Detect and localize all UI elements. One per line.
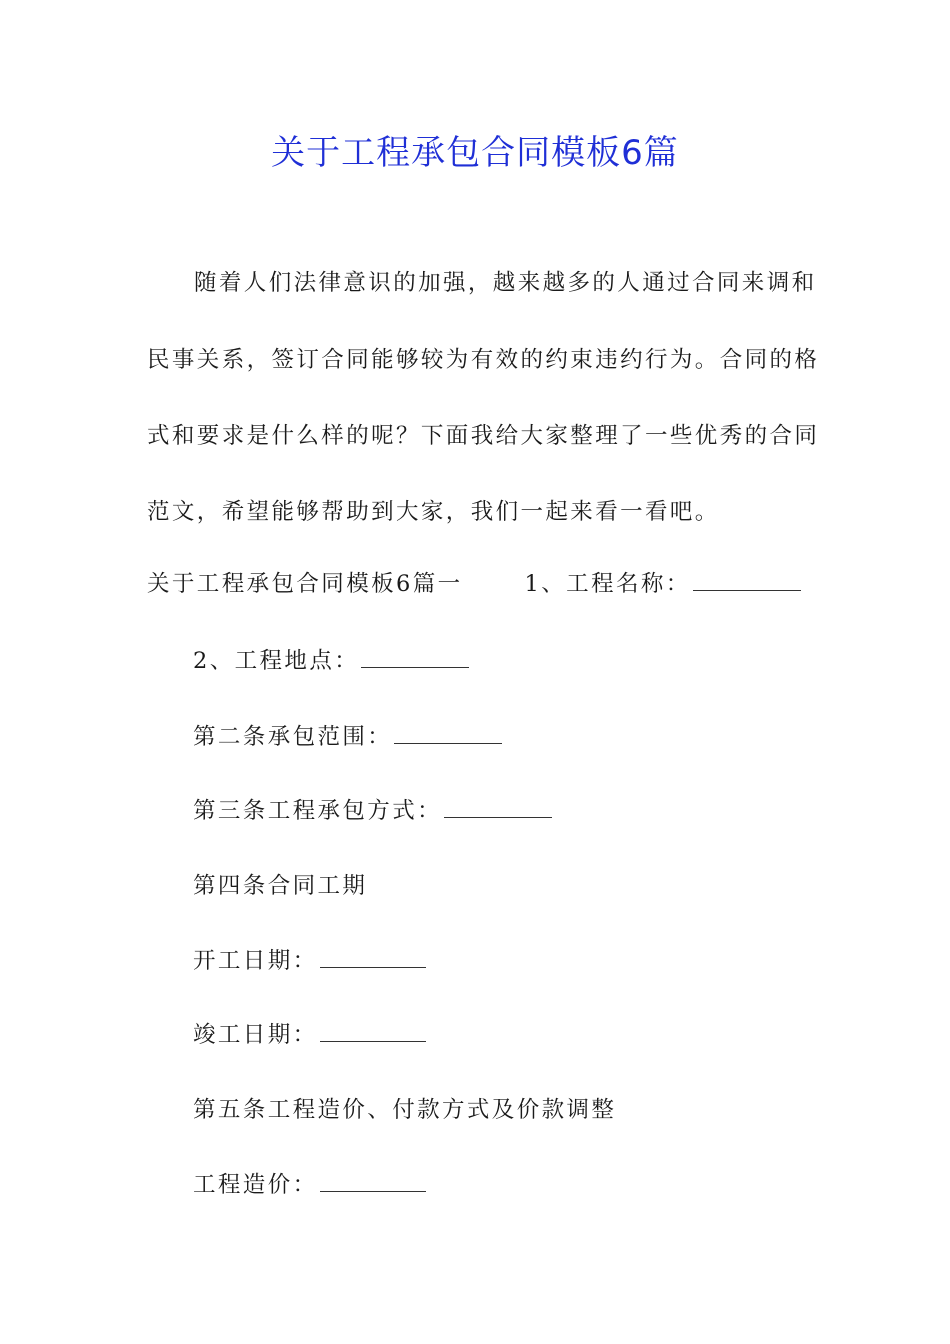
contract-mode-blank <box>444 795 552 818</box>
project-name-blank <box>693 568 801 591</box>
contract-period-heading: 第四条合同工期 <box>193 873 368 899</box>
document-title: 关于工程承包合同模板6篇 <box>271 133 679 173</box>
scope-line <box>193 721 502 752</box>
intro-line-3: 式和要求是什么样的呢？下面我给大家整理了一些优秀的合同 <box>147 423 820 449</box>
start-date-blank <box>320 945 426 968</box>
project-location-blank <box>361 645 469 668</box>
start-date-line <box>193 945 426 976</box>
contract-mode-line <box>193 795 552 826</box>
project-cost-label: 工程造价： <box>193 1172 318 1198</box>
start-date-label: 开工日期： <box>193 948 318 974</box>
project-cost-line <box>193 1169 426 1200</box>
intro-line-4: 范文，希望能够帮助到大家，我们一起来看一看吧。 <box>147 499 720 525</box>
end-date-line <box>193 1019 426 1050</box>
intro-line-1: 随着人们法律意识的加强，越来越多的人通过合同来调和 <box>194 270 817 296</box>
section-1-line <box>147 568 801 599</box>
price-clause-heading: 第五条工程造价、付款方式及价款调整 <box>193 1097 617 1123</box>
project-location-line <box>193 645 469 676</box>
contract-mode-label: 第三条工程承包方式： <box>193 798 443 824</box>
intro-line-2: 民事关系，签订合同能够较为有效的约束违约行为。合同的格 <box>147 347 820 373</box>
scope-blank <box>394 721 502 744</box>
project-name-label: 1、工程名称： <box>524 571 691 597</box>
end-date-blank <box>320 1019 426 1042</box>
project-cost-blank <box>320 1169 426 1192</box>
section-1-heading: 关于工程承包合同模板6篇一 <box>147 571 463 597</box>
project-location-label: 2、工程地点： <box>193 648 360 674</box>
scope-label: 第二条承包范围： <box>193 724 393 750</box>
end-date-label: 竣工日期： <box>193 1022 318 1048</box>
